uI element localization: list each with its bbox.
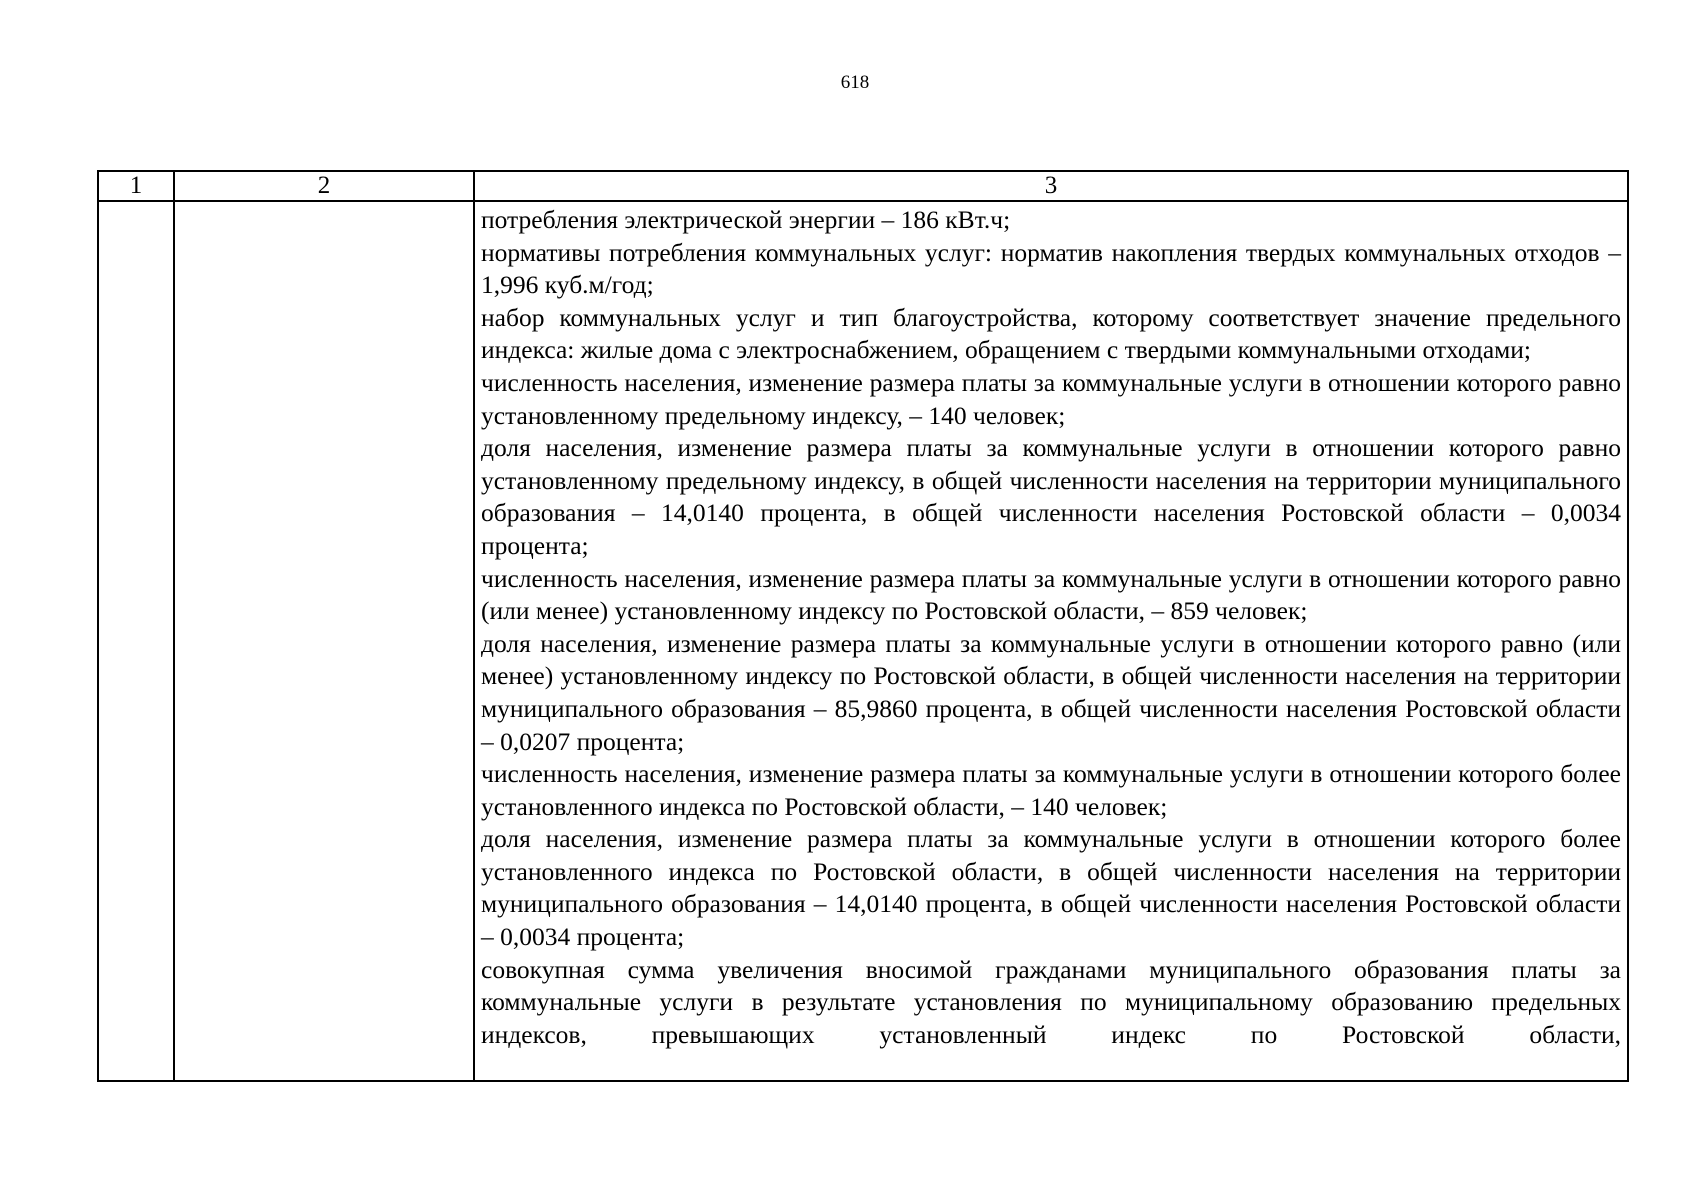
paragraph: набор коммунальных услуг и тип благоустройства, которому соответствует значение предельного индекса: жилые дома с электроснабжением, обращением с твердыми коммунальными отходами; <box>481 302 1621 365</box>
document-table <box>97 170 1629 1082</box>
page-number <box>6 72 1698 94</box>
cell-col-1 <box>98 201 174 1081</box>
paragraph: численность населения, изменение размера платы за коммунальные услуги в отношении которого равно установленному предельному индексу, – 140 человек; <box>481 367 1621 430</box>
page-number-text: 618 <box>840 72 870 93</box>
table-header-row <box>98 171 1628 201</box>
column-header-2: 2 <box>174 171 474 201</box>
paragraph: доля населения, изменение размера платы за коммунальные услуги в отношении которого равно (или менее) установленному индексу по Ростовской области, в общей численности населения на территории муниципального образования – 85,9860 процента, в общей численности населения Ростовской области – 0,0207 процента; <box>481 628 1621 756</box>
paragraph: совокупная сумма увеличения вносимой гражданами муниципального образования платы за коммунальные услуги в результате установления по муниципальному образованию предельных индексов, превышающих установленный индекс по Ростовской области, <box>481 954 1621 1049</box>
cell-col-3 <box>474 201 1628 1081</box>
cell-col-2 <box>174 201 474 1081</box>
paragraph: потребления электрической энергии – 186 кВт.ч; <box>481 205 1011 234</box>
table-row <box>98 201 1628 1081</box>
paragraph: доля населения, изменение размера платы за коммунальные услуги в отношении которого более установленного индекса по Ростовской области, в общей численности населения на территории муниципального образования – 14,0140 процента, в общей численности населения Ростовской области – 0,0034 процента; <box>481 824 1621 952</box>
paragraph: численность населения, изменение размера платы за коммунальные услуги в отношении которого равно (или менее) установленному индексу по Ростовской области, – 859 человек; <box>481 563 1621 626</box>
paragraph: нормативы потребления коммунальных услуг: норматив накопления твердых коммунальных отходов – 1,996 куб.м/год; <box>481 237 1621 300</box>
paragraph: численность населения, изменение размера платы за коммунальные услуги в отношении которого более установленного индекса по Ростовской области, – 140 человек; <box>481 759 1621 821</box>
column-header-3: 3 <box>474 171 1628 201</box>
column-header-1: 1 <box>98 171 174 201</box>
paragraph: доля населения, изменение размера платы за коммунальные услуги в отношении которого равно установленному предельному индексу, в общей численности населения на территории муниципального образования – 14,0140 процента, в общей численности населения Ростовской области – 0,0034 процента; <box>481 433 1621 560</box>
